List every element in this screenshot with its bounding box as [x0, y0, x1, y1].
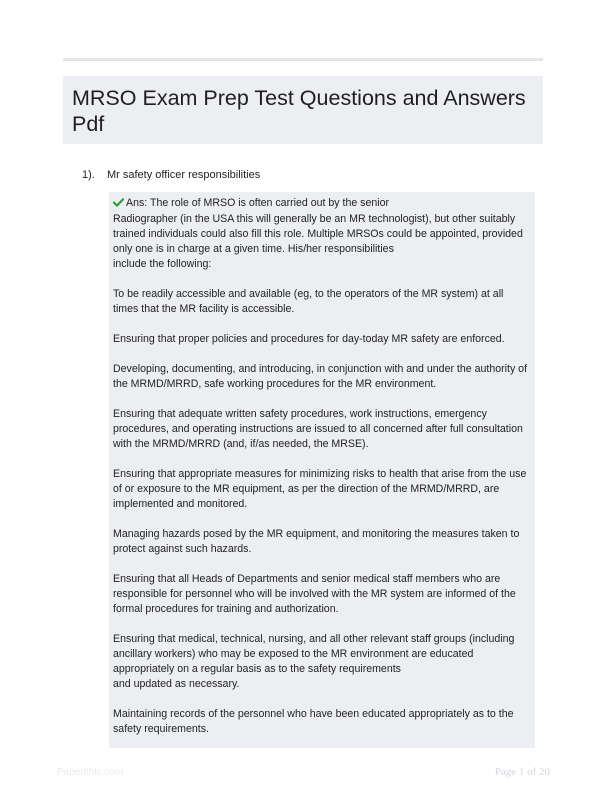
answer-item: Managing hazards posed by the MR equipment, and monitoring the measures taken to protect against such hazards. [113, 528, 520, 555]
answer-item: Maintaining records of the personnel who have been educated appropriately as to the safety requirements. [113, 708, 514, 735]
answer-intro-line3: include the following: [113, 258, 212, 270]
top-divider [63, 58, 543, 61]
answer-item-education [113, 632, 530, 692]
answer-item: Ensuring that adequate written safety procedures, work instructions, emergency procedures, and operating instructions are issued to all concerned after full consultation with the MRMD/MRRD (and, if/as needed, the MRSE). [113, 408, 523, 450]
footer-watermark: Paperlthlc.com [57, 767, 124, 778]
answer-intro [113, 196, 530, 272]
answer-item-tail: and updated as necessary. [113, 678, 240, 690]
answer-item: Developing, documenting, and introducing, in conjunction with and under the authority of the MRMD/MRRD, safe working procedures for the MR environment. [113, 363, 528, 390]
answer-intro-line2: Radiographer (in the USA this will generally be an MR technologist), but other suitably trained individuals could also fill this role. Multiple MRSOs could be appointed, provided only one is in charge at a given time. His/her responsibilities [113, 213, 523, 255]
question-text: Mr safety officer responsibilities [107, 169, 261, 181]
answer-prefix: Ans: [126, 197, 148, 209]
question-number: 1). [82, 169, 95, 181]
answer-item: Ensuring that proper policies and procedures for day-today MR safety are enforced. [113, 333, 505, 345]
page-title: MRSO Exam Prep Test Questions and Answers Pdf [72, 86, 526, 136]
answer-intro-line1: The role of MRSO is often carried out by the senior [149, 197, 390, 209]
answer-item-text: Ensuring that medical, technical, nursing, and all other relevant staff groups (including ancillary workers) who may be exposed to the MR environment are educated appropriately on a regular basis as to the safety requirements [113, 633, 515, 675]
answer-item: To be readily accessible and available (eg, to the operators of the MR system) at all times that the MR facility is accessible. [113, 288, 504, 315]
check-icon [113, 197, 124, 212]
page-number: Page 1 of 20 [494, 766, 550, 778]
title-banner [63, 76, 543, 144]
answer-panel [109, 192, 535, 748]
answer-item: Ensuring that all Heads of Departments and senior medical staff members who are responsible for personnel who will be involved with the MR system are informed of the formal procedures for training and authorization. [113, 573, 516, 615]
answer-item: Ensuring that appropriate measures for minimizing risks to health that arise from the use of or exposure to the MR equipment, as per the direction of the MRMD/MRRD, are implemented and monitored. [113, 468, 527, 510]
